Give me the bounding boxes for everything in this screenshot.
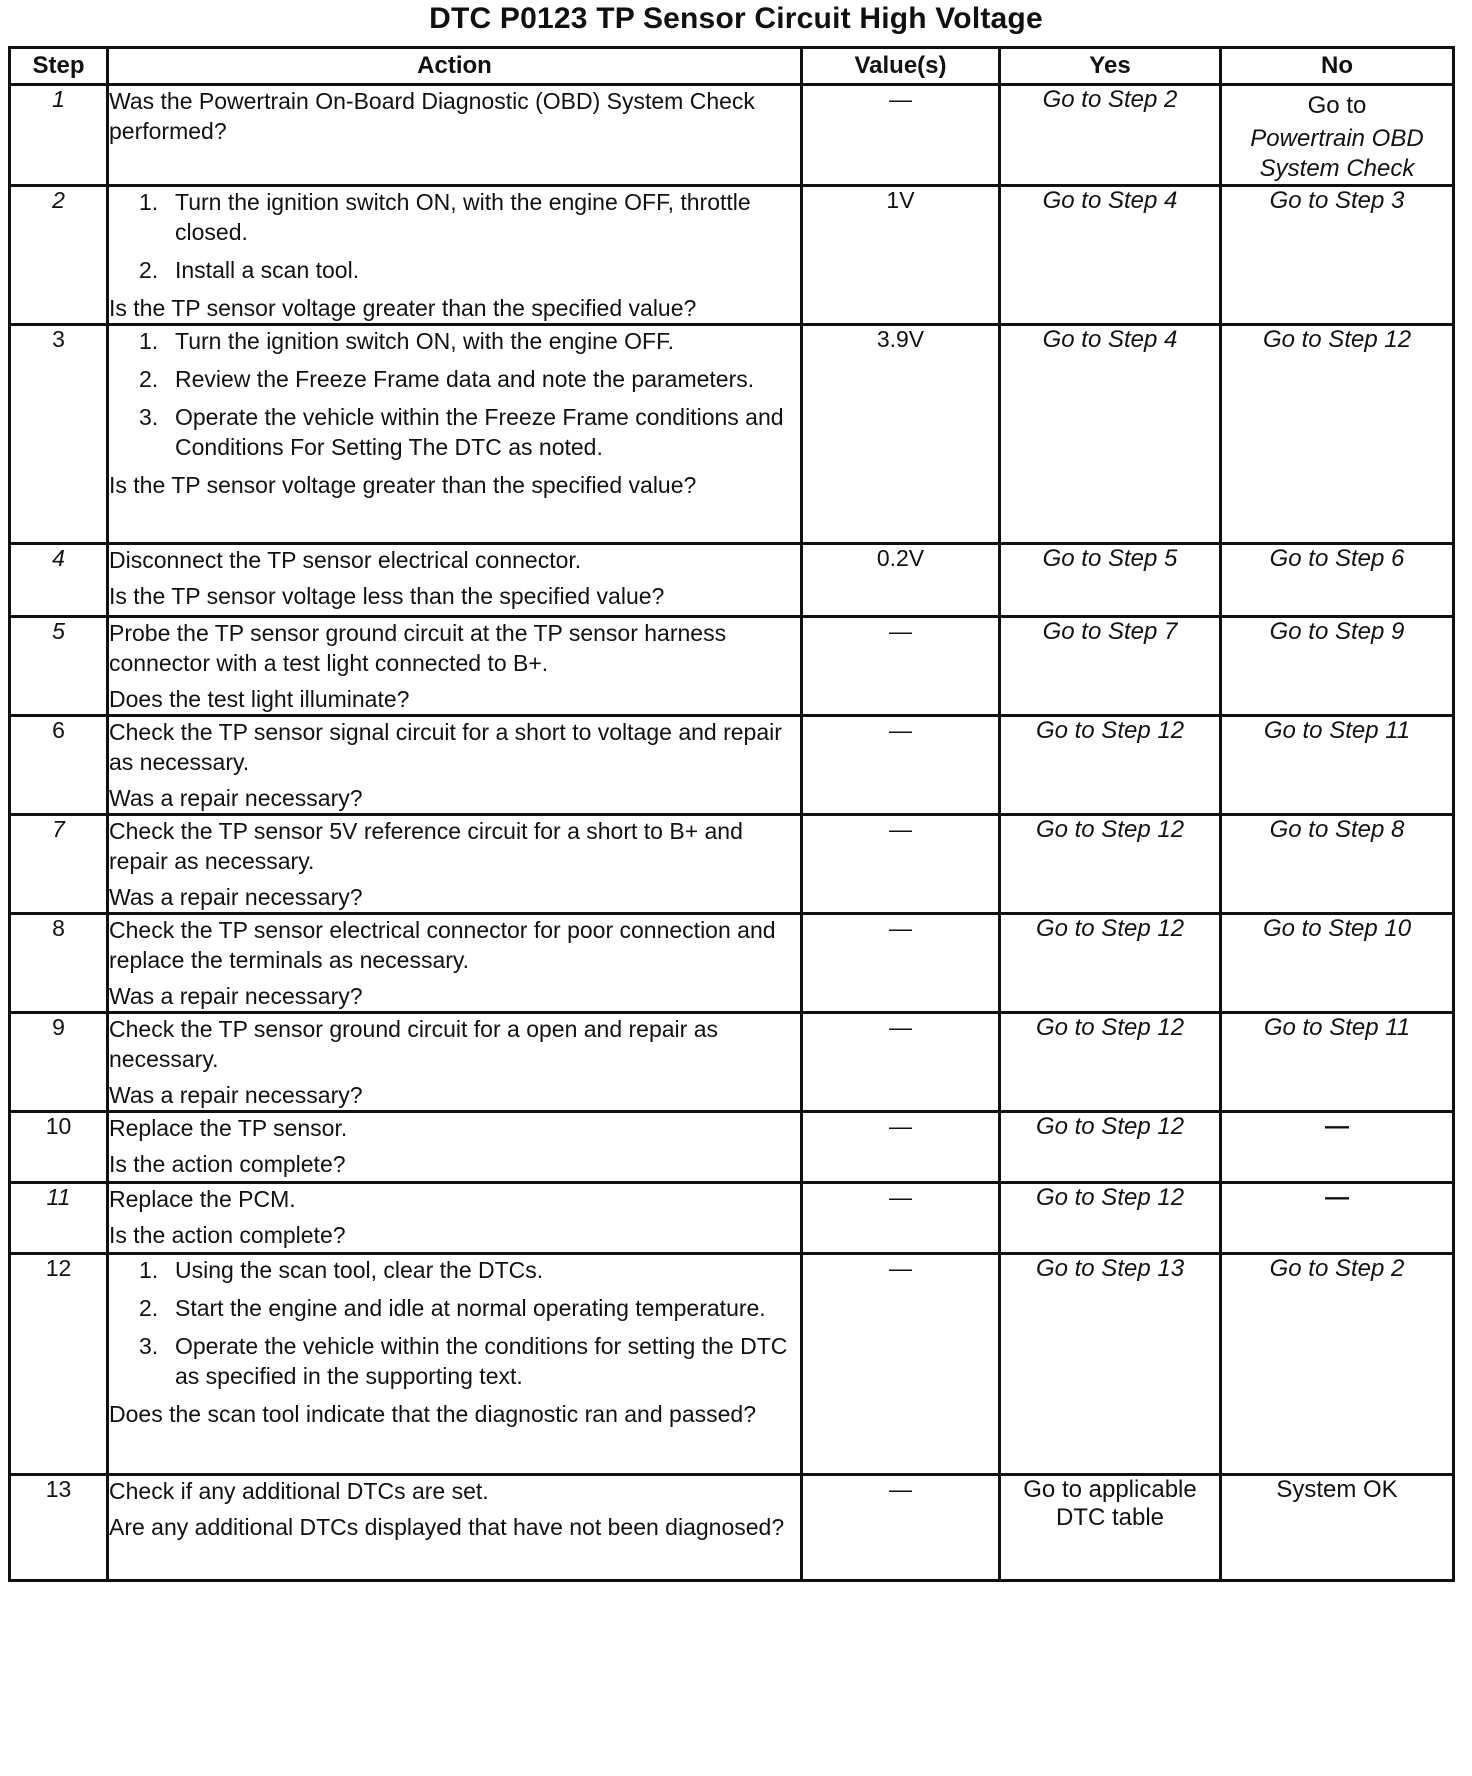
action-question: Was a repair necessary? xyxy=(109,983,363,1009)
no-cell: Go to Step 9 xyxy=(1221,617,1454,716)
value-cell: — xyxy=(802,1183,1000,1254)
step-number: 10 xyxy=(10,1112,108,1183)
action-text: Probe the TP sensor ground circuit at the TP sensor harness connector with a test light connected to B+. xyxy=(109,620,727,676)
yes-cell: Go to applicable DTC table xyxy=(1000,1475,1221,1581)
table-row xyxy=(10,1475,1454,1581)
action-question: Does the test light illuminate? xyxy=(109,686,410,712)
table-row xyxy=(10,1112,1454,1183)
no-cell: System OK xyxy=(1221,1475,1454,1581)
action-question: Does the scan tool indicate that the diagnostic ran and passed? xyxy=(109,1401,756,1427)
no-cell: Go to Step 11 xyxy=(1221,716,1454,815)
action-cell xyxy=(108,716,802,815)
value-cell: 3.9V xyxy=(802,325,1000,544)
action-steps-list xyxy=(109,187,800,285)
no-cell: Go to Step 2 xyxy=(1221,1254,1454,1475)
table-row xyxy=(10,716,1454,815)
yes-cell: Go to Step 13 xyxy=(1000,1254,1221,1475)
action-question: Are any additional DTCs displayed that have not been diagnosed? xyxy=(109,1514,785,1540)
yes-cell: Go to Step 2 xyxy=(1000,85,1221,186)
no-cell: Go to Step 11 xyxy=(1221,1013,1454,1112)
action-question: Is the TP sensor voltage less than the specified value? xyxy=(109,583,665,609)
action-cell xyxy=(108,1013,802,1112)
action-cell xyxy=(108,1183,802,1254)
yes-cell: Go to Step 4 xyxy=(1000,325,1221,544)
yes-cell: Go to Step 12 xyxy=(1000,1013,1221,1112)
action-steps-list xyxy=(109,1255,800,1391)
list-item: 2. Start the engine and idle at normal operating temperature. xyxy=(139,1295,766,1321)
header-yes: Yes xyxy=(1000,48,1221,85)
action-text: Disconnect the TP sensor electrical connector. xyxy=(109,547,582,573)
list-item: 3. Operate the vehicle within the Freeze Frame conditions and Conditions For Setting The DTC as noted. xyxy=(139,404,784,460)
step-number: 3 xyxy=(10,325,108,544)
table-row xyxy=(10,1013,1454,1112)
action-cell xyxy=(108,1254,802,1475)
step-number: 4 xyxy=(10,544,108,617)
value-cell: — xyxy=(802,1475,1000,1581)
action-question: Is the TP sensor voltage greater than the specified value? xyxy=(109,472,697,498)
no-cell-target: Powertrain OBD System Check xyxy=(1250,125,1424,182)
table-row xyxy=(10,815,1454,914)
value-cell: — xyxy=(802,1013,1000,1112)
no-cell: Go to Step 8 xyxy=(1221,815,1454,914)
list-item: 1. Turn the ignition switch ON, with the engine OFF. xyxy=(139,328,674,354)
yes-cell: Go to Step 12 xyxy=(1000,914,1221,1013)
step-number: 6 xyxy=(10,716,108,815)
action-steps-list xyxy=(109,326,800,462)
action-cell xyxy=(108,85,802,186)
table-row xyxy=(10,914,1454,1013)
step-number: 12 xyxy=(10,1254,108,1475)
action-text: Replace the TP sensor. xyxy=(109,1115,348,1141)
action-text: Replace the PCM. xyxy=(109,1186,296,1212)
value-cell: — xyxy=(802,1112,1000,1183)
value-cell: — xyxy=(802,85,1000,186)
step-number: 1 xyxy=(10,85,108,186)
action-text: Check if any additional DTCs are set. xyxy=(109,1478,489,1504)
yes-cell: Go to Step 12 xyxy=(1000,815,1221,914)
header-values: Value(s) xyxy=(802,48,1000,85)
value-cell: — xyxy=(802,617,1000,716)
action-text: Check the TP sensor electrical connector for poor connection and replace the terminals as necessary. xyxy=(109,917,776,973)
action-cell xyxy=(108,186,802,325)
value-cell: 0.2V xyxy=(802,544,1000,617)
step-number: 7 xyxy=(10,815,108,914)
list-item: 2. Install a scan tool. xyxy=(139,257,360,283)
table-row xyxy=(10,186,1454,325)
yes-cell: Go to Step 12 xyxy=(1000,1183,1221,1254)
action-cell xyxy=(108,1112,802,1183)
step-number: 11 xyxy=(10,1183,108,1254)
no-cell: Go to Step 12 xyxy=(1221,325,1454,544)
list-item: 3. Operate the vehicle within the conditions for setting the DTC as specified in the supporting text. xyxy=(139,1333,788,1389)
table-row xyxy=(10,85,1454,186)
diagnostic-table xyxy=(8,46,1455,1582)
action-question: Is the action complete? xyxy=(109,1151,346,1177)
action-cell xyxy=(108,815,802,914)
action-text: Check the TP sensor ground circuit for a open and repair as necessary. xyxy=(109,1016,718,1072)
list-item: 2. Review the Freeze Frame data and note the parameters. xyxy=(139,366,755,392)
value-cell: — xyxy=(802,716,1000,815)
list-item: 1. Turn the ignition switch ON, with the engine OFF, throttle closed. xyxy=(139,189,751,245)
no-cell: — xyxy=(1221,1112,1454,1183)
table-row xyxy=(10,1183,1454,1254)
action-cell xyxy=(108,914,802,1013)
step-number: 13 xyxy=(10,1475,108,1581)
action-question: Was a repair necessary? xyxy=(109,1082,363,1108)
yes-cell: Go to Step 4 xyxy=(1000,186,1221,325)
action-cell xyxy=(108,544,802,617)
action-cell xyxy=(108,1475,802,1581)
no-cell-prefix: Go to xyxy=(1307,92,1367,119)
action-text: Check the TP sensor 5V reference circuit for a short to B+ and repair as necessary. xyxy=(109,818,743,874)
table-row xyxy=(10,325,1454,544)
header-row xyxy=(10,48,1454,85)
yes-cell: Go to Step 5 xyxy=(1000,544,1221,617)
no-cell xyxy=(1221,85,1454,186)
step-number: 9 xyxy=(10,1013,108,1112)
table-row xyxy=(10,617,1454,716)
header-no: No xyxy=(1221,48,1454,85)
action-question: Is the action complete? xyxy=(109,1222,346,1248)
yes-cell: Go to Step 12 xyxy=(1000,716,1221,815)
list-item: 1. Using the scan tool, clear the DTCs. xyxy=(139,1257,544,1283)
page-title: DTC P0123 TP Sensor Circuit High Voltage xyxy=(429,2,1043,35)
header-action: Action xyxy=(108,48,802,85)
action-text: Was the Powertrain On-Board Diagnostic (OBD) System Check performed? xyxy=(109,88,755,144)
step-number: 8 xyxy=(10,914,108,1013)
table-row xyxy=(10,544,1454,617)
value-cell: 1V xyxy=(802,186,1000,325)
value-cell: — xyxy=(802,1254,1000,1475)
header-step: Step xyxy=(10,48,108,85)
step-number: 5 xyxy=(10,617,108,716)
action-question: Was a repair necessary? xyxy=(109,884,363,910)
yes-cell: Go to Step 12 xyxy=(1000,1112,1221,1183)
action-cell xyxy=(108,325,802,544)
no-cell: — xyxy=(1221,1183,1454,1254)
step-number: 2 xyxy=(10,186,108,325)
value-cell: — xyxy=(802,914,1000,1013)
no-cell: Go to Step 10 xyxy=(1221,914,1454,1013)
no-cell: Go to Step 6 xyxy=(1221,544,1454,617)
value-cell: — xyxy=(802,815,1000,914)
action-question: Was a repair necessary? xyxy=(109,785,363,811)
action-cell xyxy=(108,617,802,716)
action-question: Is the TP sensor voltage greater than the specified value? xyxy=(109,295,697,321)
action-text: Check the TP sensor signal circuit for a short to voltage and repair as necessary. xyxy=(109,719,782,775)
table-row xyxy=(10,1254,1454,1475)
yes-cell: Go to Step 7 xyxy=(1000,617,1221,716)
no-cell: Go to Step 3 xyxy=(1221,186,1454,325)
